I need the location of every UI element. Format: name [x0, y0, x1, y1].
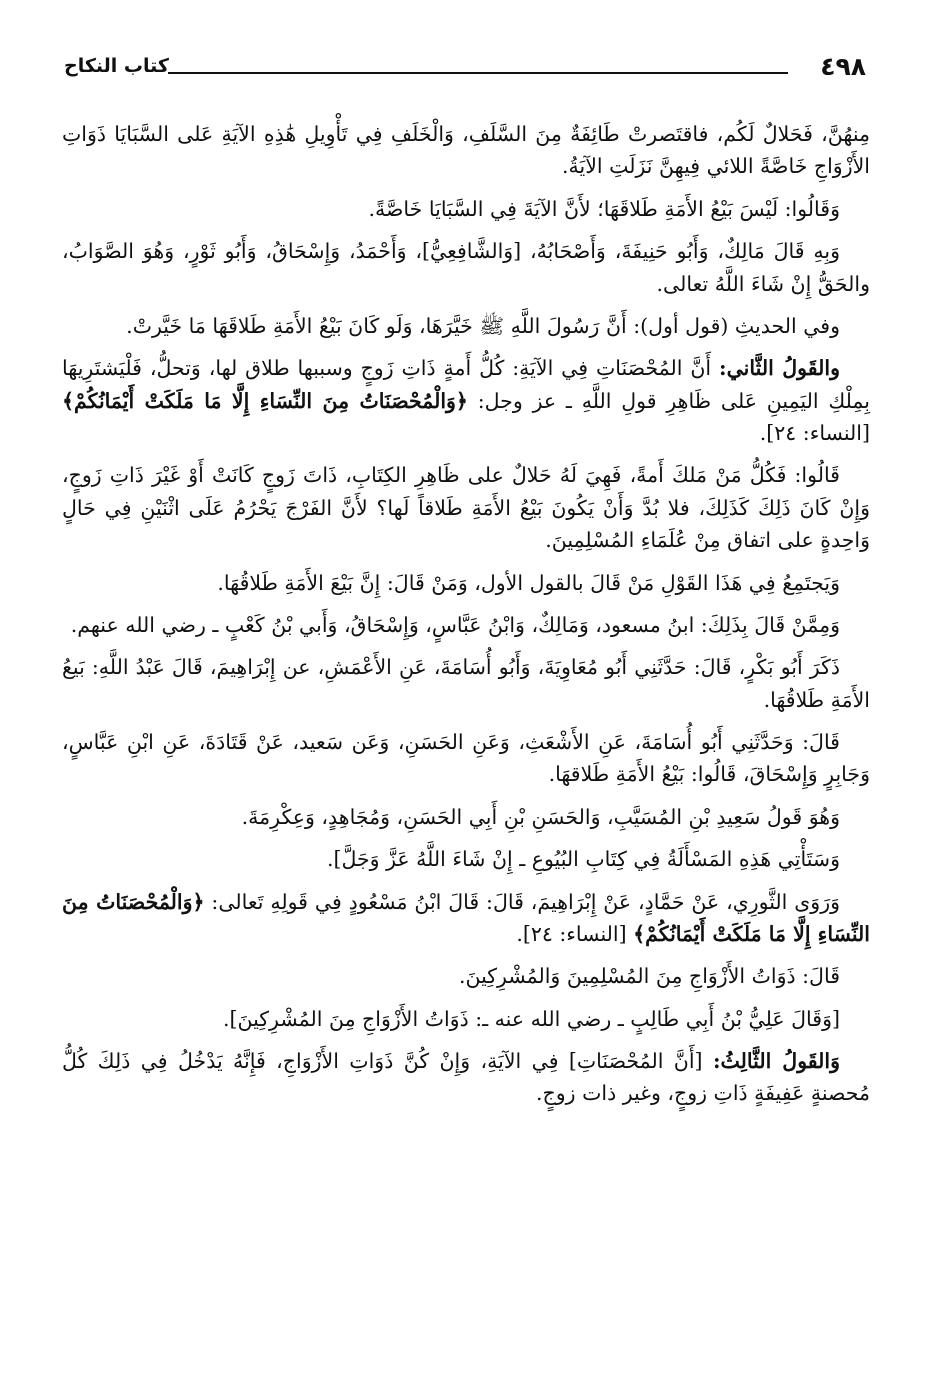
quran-verse: ﴿وَالْمُحْصَنَاتُ مِنَ النِّسَاءِ إِلَّا مَا مَلَكَتْ أَيْمَانُكُمْ﴾ [62, 889, 870, 946]
quran-verse: ﴿وَالْمُحْصَنَاتُ مِنَ النِّسَاءِ إِلَّا مَا مَلَكَتْ أَيْمَانُكُمْ﴾ [62, 388, 468, 413]
paragraph [62, 1003, 870, 1035]
paragraph [62, 118, 870, 183]
paragraph-text: وَقَالُوا: لَيْسَ بَيْعُ الأَمَةِ طَلاقَهَا؛ لأَنَّ الآيَةَ فِي السَّبَايَا خَاصَّةً. [368, 196, 840, 221]
paragraph [62, 609, 870, 641]
paragraph-text: وَمِمَّنْ قَالَ بِذَلِكَ: ابنُ مسعود، وَمَالِكٌ، وَابْنُ عَبَّاسٍ، وَإِسْحَاقُ، وَأَبي بْنُ كَعْبٍ ـ رضي الله عنهم. [70, 612, 840, 637]
paragraph [62, 567, 870, 599]
paragraph-text: قَالُوا: فَكُلُّ مَنْ مَلكَ أَمةً، فَهِيَ لَهُ حَلالٌ على ظَاهِرِ الكِتَابِ، ذَاتَ زَوجٍ كَانَتْ أَوْ غَيْرَ ذَاتِ زَوجٍ، وَإِنْ كَانَ ذَلِكَ كَذَلِكَ، فلا بُدَّ وَأَنْ يَكُونَ بَيْعُ الأَمَةِ طَلاقاً لَها؟ لأَنَّ الفَرْجَ يَحْرُمُ عَلَى اثْنَيْنِ فِي حَالٍ وَاحِدةٍ على اتفاق مِنْ عُلَمَاءِ المُسْلِمِينَ. [62, 463, 870, 553]
paragraph [62, 1045, 870, 1110]
paragraph-text: [وَقَالَ عَلِيُّ بْنُ أَبِي طَالِبٍ ـ رضي الله عنه ـ: ذَوَاتُ الأَزْوَاجِ مِنَ المُشْرِكِينَ]. [222, 1006, 840, 1031]
paragraph [62, 886, 870, 951]
paragraph-text: وَرَوَى الثَّورِي، عَنْ حَمَّادٍ، عَنْ إِبْرَاهِيمَ، قَالَ: قَالَ ابْنُ مَسْعُودٍ فِي قَولِهِ تَعالى: [211, 889, 840, 914]
paragraph [62, 726, 870, 791]
paragraph [62, 459, 870, 556]
paragraph [62, 193, 870, 225]
paragraph-text: وَهُوَ قَولُ سَعِيدِ بْنِ المُسَيَّبِ، وَالحَسَنِ بْنِ أَبِي الحَسَنِ، وَمُجَاهِدٍ، وَعِكْرِمَةَ. [241, 804, 840, 829]
paragraph [62, 651, 870, 716]
paragraph-text: وفي الحديثِ (قول أول): أَنَّ رَسُولَ اللَّهِ ﷺ خَيَّرَهَا، وَلَو كَانَ بَيْعُ الأَمَةِ طَلاقَهَا مَا خَيَّرتْ. [126, 313, 840, 338]
body-text [62, 118, 870, 1110]
paragraph [62, 801, 870, 833]
paragraph-text: وَبِهِ قَالَ مَالِكٌ، وَأَبُو حَنِيفَةَ، وَأَصْحَابُهُ، [وَالشَّافِعِيُّ]، وَأَحْمَدُ، وَإِسْحَاقُ، وَأَبُو ثَوْرٍ، وَهُوَ الصَّوَابُ، والحَقُّ إِنْ شَاءَ اللَّهُ تعالى. [62, 239, 870, 296]
paragraph [62, 960, 870, 992]
running-header [62, 52, 870, 90]
paragraph-text: قَالَ: وَحَدَّثَنِي أَبُو أُسَامَةَ، عَنِ الأَشْعَثِ، وَعَنِ الحَسَنِ، وَعَن سَعيد، عَنْ قَتَادَةَ، عَنِ ابْنِ عَبَّاسٍ، وَجَابِرٍ وَإِسْحَاقَ، قَالُوا: بَيْعُ الأَمَةِ طَلاقهَا. [62, 730, 870, 787]
paragraph-text: وَيَجتَمِعُ فِي هَذَا القَوْلِ مَنْ قَالَ بالقول الأول، وَمَنْ قَالَ: إِنَّ بَيْعَ الأَمَةِ طَلاقُهَا. [217, 570, 840, 595]
paragraph-text: وَسَتَأْتِي هَذِهِ المَسْأَلَةُ فِي كِتَابِ البُيُوعِ ـ إِنْ شَاءَ اللَّهُ عَزَّ وَجَلَّ]. [326, 847, 840, 872]
header-rule [168, 72, 788, 74]
paragraph-text: قَالَ: ذَوَاتُ الأَزْوَاجِ مِنَ المُسْلِمِينَ وَالمُشْرِكِينَ. [458, 964, 840, 989]
book-title: كتاب النكاح [64, 55, 169, 77]
page-number: ٤٩٨ [820, 52, 866, 81]
paragraph [62, 843, 870, 875]
paragraph-text: مِنهُنَّ، فَحَلالٌ لَكُم، فاقتَصرتْ طَائِفَةٌ مِنَ السَّلَفِ، وَالْخَلَفِ فِي تَأْوِيلِ هَٰذِهِ الآيَةِ عَلى السَّبَايَا ذَوَاتِ الأَزْوَاجِ خَاصَّةً اللائي فِيهِنَّ نَزَلَتِ الآيَةُ. [62, 122, 870, 179]
paragraph [62, 352, 870, 449]
paragraph-text: [أَنَّ المُحْصَنَاتِ] فِي الآيَةِ، وَإِنْ كُنَّ ذَوَاتِ الأَزْوَاجِ، فَإِنَّهُ يَدْخُلُ فِي ذَلِكَ كُلُّ مُحصنةٍ عَفِيفَةٍ ذَاتِ زوجٍ، وغير ذات زوجٍ. [62, 1049, 870, 1106]
paragraph-text: أَنَّ المُحْصَنَاتِ فِي الآيَةِ: كُلُّ أَمةٍ ذَاتِ زَوجٍ وسببها طلاق لها، وَتحلُّ، فَلْيَشتَرِيهَا بِمِلْكِ اليَمِينِ عَلى ظَاهِرِ قولِ اللَّهِ ـ عز وجل: [62, 356, 870, 413]
paragraph [62, 235, 870, 300]
verse-reference: [النساء: ٢٤]. [759, 421, 870, 445]
paragraph-lead: والقَولُ الثَّاني: [719, 356, 840, 381]
paragraph-text: ذَكَرَ أَبُو بَكْرٍ، قَالَ: حَدَّثَنِي أَبُو مُعَاوِيَةَ، وَأَبُو أُسَامَةَ، عَنِ الأَعْمَشِ، عن إِبْرَاهِيمَ، قَالَ عَبْدُ اللَّهِ: بَيعُ الأَمَةِ طَلاقُهَا. [62, 655, 870, 712]
verse-reference: [النساء: ٢٤]. [516, 921, 627, 946]
paragraph [62, 310, 870, 342]
paragraph-lead: وَالقَولُ الثَّالِثُ: [712, 1049, 840, 1073]
